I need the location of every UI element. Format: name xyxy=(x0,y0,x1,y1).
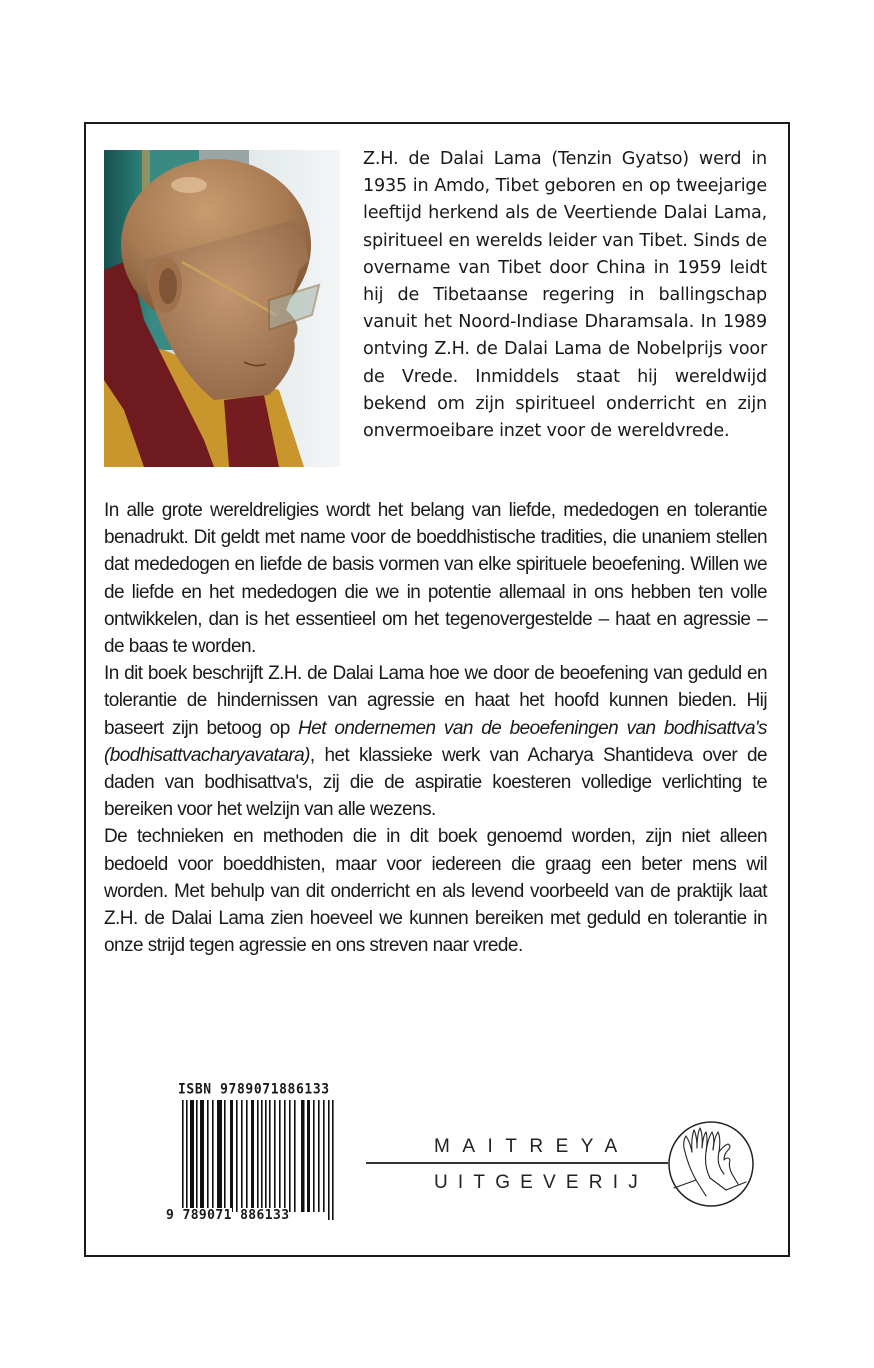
barcode-digits-prefix: 9 xyxy=(166,1208,175,1223)
paragraph-2-text: In dit boek beschrijft Z.H. de Dalai Lama hoe we door de beoefening van geduld en tolerantie de hindernissen van agressie en haat het hoofd kunnen bieden. Hij baseert zijn betoog op xyxy=(104,663,767,739)
barcode-digits-right: 886133 xyxy=(240,1208,290,1223)
barcode-digits xyxy=(166,1208,342,1223)
publisher-name-line1: MAITREYA xyxy=(434,1136,630,1157)
isbn-label: ISBN 9789071886133 xyxy=(178,1081,330,1098)
barcode-bars-icon xyxy=(166,1082,342,1226)
logo-divider-line xyxy=(366,1162,668,1164)
description-paragraph-1: In alle grote wereldreligies wordt het belang van liefde, mededogen en tolerantie benadrukt. Dit geldt met name voor de boeddhistische tradities, die unaniem stellen dat mededogen en liefde de basis vormen van elke spirituele beoefening. Willen we de liefde en het mededogen die we in potentie allemaal in ons hebben ten volle ontwikkelen, dan is het essentieel om het tegenovergestelde – haat en agressie – de baas te worden. xyxy=(104,500,767,658)
author-bio: Z.H. de Dalai Lama (Tenzin Gyatso) werd in 1935 in Amdo, Tibet geboren en op tweejarige leeftijd herkend als de Veertiende Dalai Lama, spiritueel en werelds leider van Tibet. Sinds de overname van Tibet door China in 1959 leidt hij de Tibetaanse regering in ballingschap vanuit het Noord-Indiase Dharamsala. In 1989 ontving Z.H. de Dalai Lama de Nobelprijs voor de Vrede. Inmiddels staat hij wereldwijd bekend om zijn spiritueel onderricht en zijn onvermoeibare inzet voor de wereldvrede. xyxy=(363,149,767,442)
hands-in-circle-icon xyxy=(666,1118,756,1208)
description-paragraph-2 xyxy=(104,660,767,823)
publisher-name-line2: UITGEVERIJ xyxy=(434,1172,648,1193)
paragraph-2-text-end: , het klassieke werk van Acharya Shantideva over de daden van bodhisattva's, zij die de aspiratie koesteren volledige verlichting te bereiken voor het welzijn van alle wezens. xyxy=(104,744,767,821)
book-description xyxy=(104,497,767,959)
author-portrait-image xyxy=(104,150,340,467)
barcode-digits-left: 789071 xyxy=(182,1208,232,1223)
isbn-barcode xyxy=(166,1082,342,1226)
publisher-logo xyxy=(366,1118,758,1210)
author-photo xyxy=(104,150,340,467)
description-paragraph-3: De technieken en methoden die in dit boek genoemd worden, zijn niet alleen bedoeld voor boeddhisten, maar voor iedereen die graag een beter mens wil worden. Met behulp van dit onderricht en als levend voorbeeld van de praktijk laat Z.H. de Dalai Lama zien hoeveel we kunnen bereiken met geduld en tolerantie in onze strijd tegen agressie en ons streven naar vrede. xyxy=(104,826,767,957)
book-title-italic: Het ondernemen van de beoefeningen van bodhisattva's (bodhisattvacharyavatara) xyxy=(104,717,767,766)
